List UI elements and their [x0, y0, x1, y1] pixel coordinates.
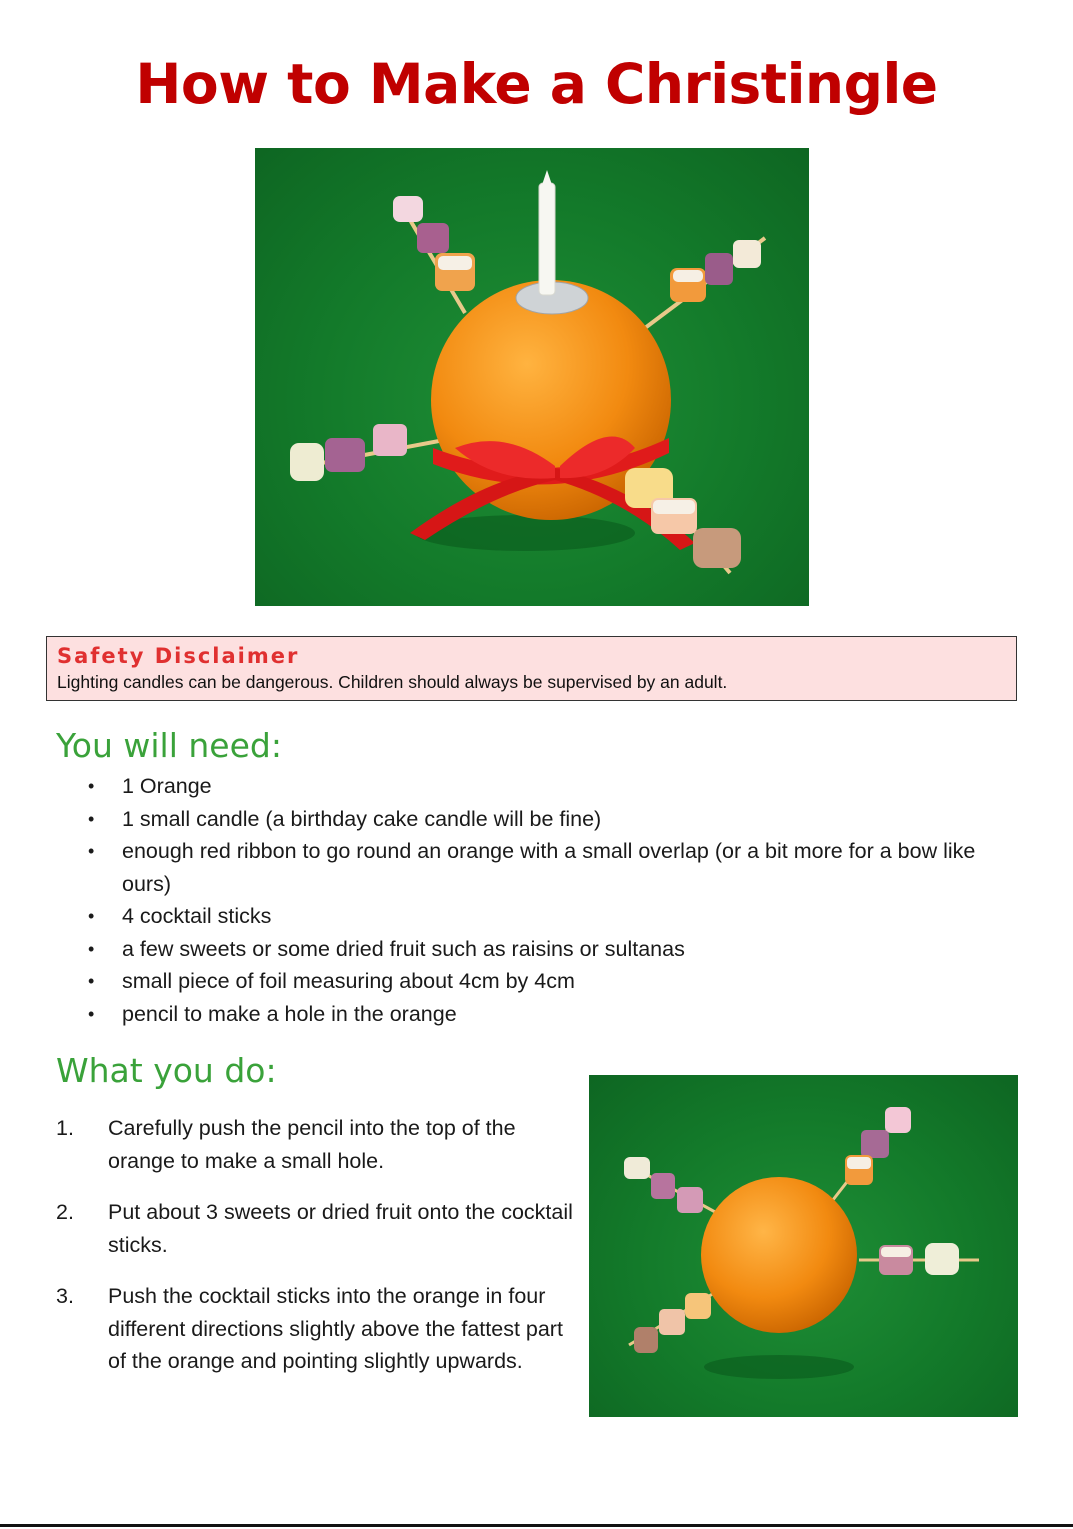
orange-with-sticks-photo	[589, 1075, 1018, 1417]
step-item	[56, 1280, 576, 1378]
list-item: • 4 cocktail sticks	[88, 900, 988, 933]
step-text: Push the cocktail sticks into the orange in four different directions slightly above the fattest part of the orange and pointing slightly upwards.	[108, 1284, 563, 1373]
step-text: Carefully push the pencil into the top of the orange to make a small hole.	[108, 1116, 516, 1173]
step-text: Put about 3 sweets or dried fruit onto the cocktail sticks.	[108, 1200, 573, 1257]
list-item: • 1 small candle (a birthday cake candle will be fine)	[88, 803, 988, 836]
list-item: • enough red ribbon to go round an orange with a small overlap (or a bit more for a bow like ours)	[88, 835, 988, 900]
step-item	[56, 1196, 576, 1261]
disclaimer-title: Safety Disclaimer	[57, 644, 300, 668]
step-number: 3.	[56, 1284, 74, 1308]
list-item: • pencil to make a hole in the orange	[88, 998, 988, 1031]
disclaimer-text: Lighting candles can be dangerous. Children should always be supervised by an adult.	[57, 672, 728, 692]
page-title: How to Make a Christingle	[135, 52, 938, 116]
you-will-need-heading: You will need:	[56, 726, 282, 765]
bottom-divider	[0, 1524, 1073, 1527]
list-item: • a few sweets or some dried fruit such as raisins or sultanas	[88, 933, 988, 966]
needs-list	[88, 770, 988, 1030]
step-item	[56, 1112, 576, 1177]
list-item: • 1 Orange	[88, 770, 988, 803]
step-number: 2.	[56, 1200, 74, 1224]
steps-list	[56, 1112, 576, 1397]
what-you-do-heading: What you do:	[56, 1051, 277, 1090]
safety-disclaimer	[46, 636, 1017, 701]
step-number: 1.	[56, 1116, 74, 1140]
list-item: • small piece of foil measuring about 4cm by 4cm	[88, 965, 988, 998]
christingle-photo	[255, 148, 809, 606]
